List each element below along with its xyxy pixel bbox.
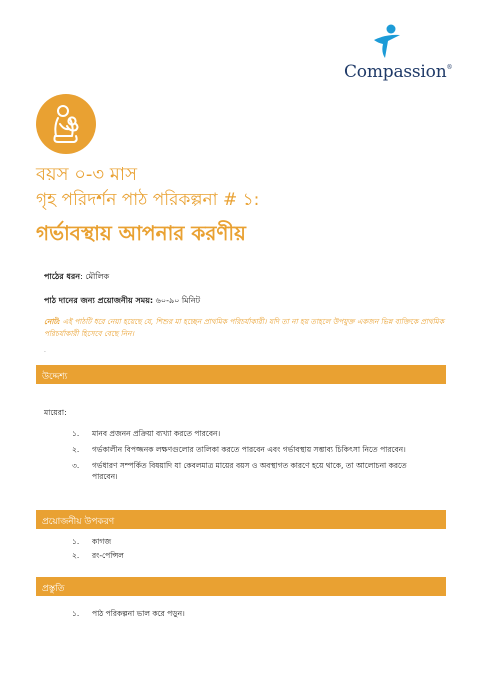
lesson-time-value: ৬০-৯০ মিনিট bbox=[153, 296, 201, 305]
objectives-list bbox=[72, 428, 422, 487]
list-item: ৩. গর্ভধারণ সম্পর্কিত বিষয়াদি যা কেবলমাত্র মায়ের বয়স ও অবস্থাগত কারণে হয়ে থাকে, তা আলোচনা করতে পারবেন। bbox=[72, 461, 407, 481]
section-preparation-heading: প্রস্তুতি bbox=[36, 577, 446, 596]
preparation-list bbox=[72, 608, 372, 622]
list-item: ২. রং-পেন্সিল bbox=[72, 551, 124, 560]
list-item: ১. মানব প্রজনন প্রক্রিয়া ব্যখ্যা করতে পারবেন। bbox=[72, 429, 221, 438]
section-materials-heading: প্রয়োজনীয় উপকরণ bbox=[36, 510, 446, 529]
lesson-type-value: : মৌলিক bbox=[80, 272, 110, 281]
objectives-intro: মায়েরা: bbox=[44, 408, 67, 417]
title-age: বয়স ০-৩ মাস bbox=[36, 164, 137, 185]
figure-icon bbox=[366, 22, 406, 62]
lesson-type-label: পাঠের ধরন bbox=[44, 272, 81, 281]
title-topic: গর্ভাবস্থায় আপনার করণীয় bbox=[36, 221, 246, 245]
section-objectives-heading: উদ্দেশ্য bbox=[36, 365, 446, 384]
list-item: ২. গর্ভকালীন বিপজ্জনক লক্ষণগুলোর তালিকা করতে পারবেন এবং গর্ভাবস্থায় সম্ভাব্য চিকিৎসা নিতে পারবেন। bbox=[72, 445, 406, 454]
list-item: ১. পাঠ পরিকল্পনা ভাল করে পড়ুন। bbox=[72, 609, 185, 618]
title-plan: গৃহ পরিদর্শন পাঠ পরিকল্পনা # ১: bbox=[36, 190, 260, 210]
stray-dot: . bbox=[44, 347, 46, 354]
mother-child-icon bbox=[36, 94, 96, 154]
list-item: ১. কাগজ bbox=[72, 537, 112, 546]
lesson-time bbox=[44, 295, 200, 308]
lesson-type bbox=[44, 271, 109, 284]
lesson-time-label: পাঠ দানের জন্য প্রয়োজনীয় সময়: bbox=[44, 296, 154, 305]
compassion-logo bbox=[344, 22, 453, 84]
note-text: এই পাঠটি ধরে নেয়া হয়েছে যে, শিশুর মা হচ্ছেন প্রাথমিক পরিচর্যাকারী। যদি তা না হয় তাহলে উপযুক্ত একজন ভিন্ন ব্যক্তিকে প্রাথমিক পরিচর্যাকারী হিসেবে বেছে নিন। bbox=[44, 317, 444, 338]
logo-wordmark: Compassion® bbox=[344, 62, 453, 82]
materials-list bbox=[72, 536, 372, 564]
note-label: নোট: bbox=[44, 317, 61, 326]
note bbox=[44, 316, 454, 340]
